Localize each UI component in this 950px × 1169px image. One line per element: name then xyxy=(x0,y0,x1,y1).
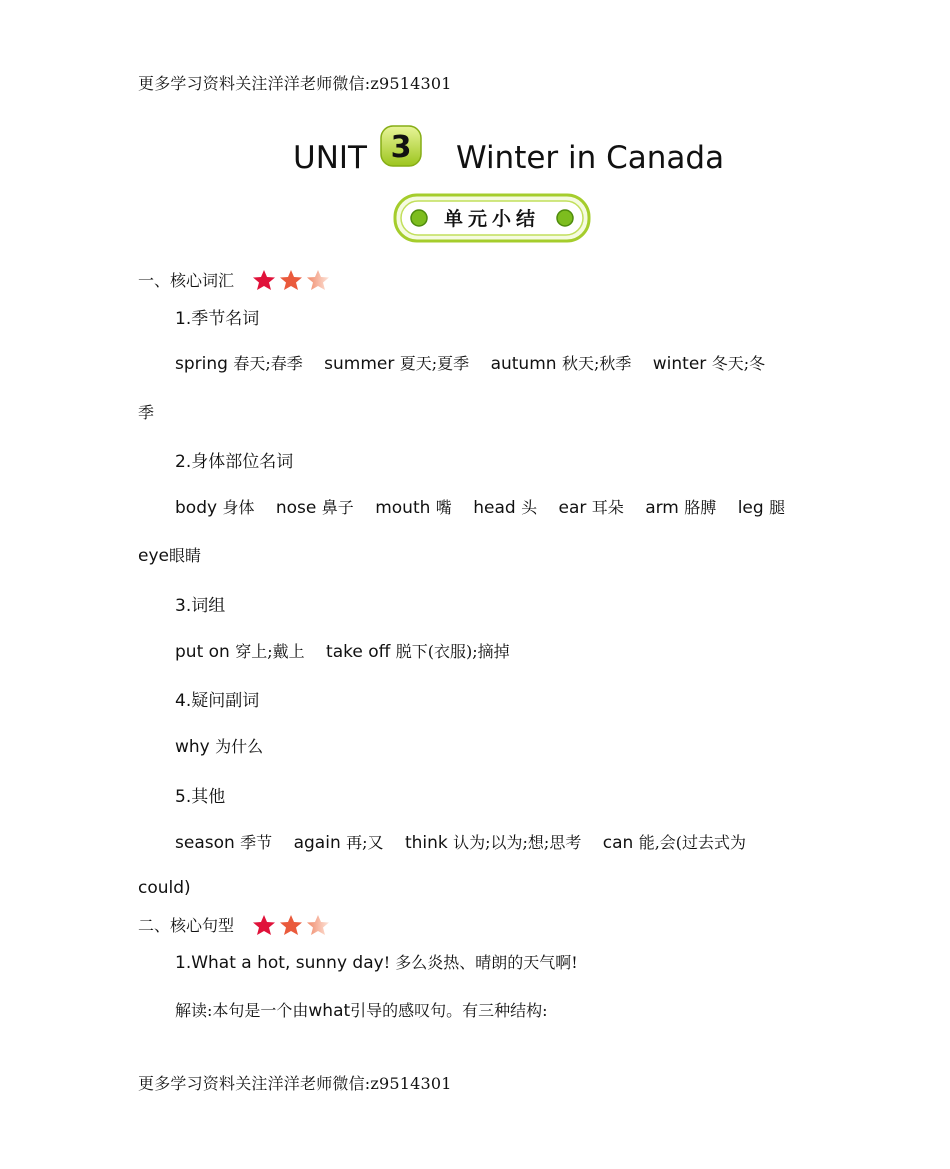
vocab-en: mouth xyxy=(375,498,431,518)
sentence-line xyxy=(175,950,578,973)
unit-number: 3 xyxy=(390,130,412,165)
group-heading: 2.身体部位名词 xyxy=(175,452,294,472)
vocab-en: head xyxy=(473,498,516,518)
section-title: 二、核心句型 xyxy=(138,916,235,935)
vocab-en: again xyxy=(293,833,341,853)
sentence-en: 1.What a hot, sunny day xyxy=(175,953,384,973)
vocab-line xyxy=(175,734,263,757)
explanation-line: 解读:本句是一个由what引导的感叹句。有三种结构: xyxy=(175,1001,548,1021)
star-full-icon xyxy=(252,269,276,291)
vocab-en: arm xyxy=(645,498,679,518)
section-core-sentences xyxy=(138,913,330,936)
vocab-zh: 能,会(过去式为 xyxy=(638,833,747,852)
vocab-line xyxy=(175,830,746,853)
sentence-zh: ! 多么炎热、晴朗的天气啊! xyxy=(383,953,578,972)
vocab-en: spring xyxy=(175,354,228,374)
vocab-zh: 耳朵 xyxy=(591,498,624,517)
rating-stars xyxy=(252,914,330,936)
vocab-zh: 鼻子 xyxy=(321,498,354,517)
vocab-en: autumn xyxy=(490,354,557,374)
section-title: 一、核心词汇 xyxy=(138,271,235,290)
vocab-zh: 夏天;夏季 xyxy=(399,354,470,373)
unit-prefix: UNIT xyxy=(293,140,367,176)
vocab-zh: 冬天;冬 xyxy=(711,354,766,373)
group-heading: 4.疑问副词 xyxy=(175,691,260,711)
vocab-zh: 穿上;戴上 xyxy=(235,642,305,661)
vocab-continuation: 季 xyxy=(138,403,155,422)
vocab-en: think xyxy=(404,833,448,853)
group-heading: 1.季节名词 xyxy=(175,309,260,329)
vocab-zh: 季节 xyxy=(240,833,273,852)
vocab-en: put on xyxy=(175,642,230,662)
vocab-en: can xyxy=(602,833,634,853)
vocab-zh: 春天;春季 xyxy=(233,354,303,373)
summary-label: 单元小结 xyxy=(443,208,541,230)
vocab-zh: 认为;以为;想;思考 xyxy=(453,833,582,852)
vocab-zh: 为什么 xyxy=(215,737,264,756)
vocab-line xyxy=(175,639,510,662)
star-full-icon xyxy=(279,269,303,291)
unit-title xyxy=(293,130,725,180)
vocab-zh: 头 xyxy=(521,498,538,517)
group-heading: 3.词组 xyxy=(175,596,226,616)
unit-name: Winter in Canada xyxy=(455,140,725,176)
vocab-line xyxy=(175,351,765,374)
vocab-en: season xyxy=(175,833,235,853)
vocab-continuation: could) xyxy=(138,878,191,898)
vocab-en: why xyxy=(175,737,210,757)
vocab-zh: 嘴 xyxy=(435,498,452,517)
vocab-en: take off xyxy=(326,642,391,662)
star-full-icon xyxy=(252,914,276,936)
vocab-en: leg xyxy=(737,498,764,518)
vocab-en: body xyxy=(175,498,218,518)
rating-stars xyxy=(252,269,330,291)
vocab-zh: 胳膊 xyxy=(684,498,717,517)
header-note: 更多学习资料关注洋洋老师微信:z9514301 xyxy=(138,74,452,93)
vocab-en: ear xyxy=(558,498,587,518)
vocab-en: nose xyxy=(275,498,317,518)
footer-note: 更多学习资料关注洋洋老师微信:z9514301 xyxy=(138,1074,452,1093)
vocab-zh: 身体 xyxy=(222,498,255,517)
vocab-zh: 腿 xyxy=(769,498,786,517)
section-core-vocabulary xyxy=(138,268,330,291)
star-half-icon xyxy=(306,269,330,291)
vocab-en: winter xyxy=(652,354,707,374)
unit-number-badge xyxy=(379,124,423,168)
group-heading: 5.其他 xyxy=(175,787,226,807)
vocab-continuation: eye眼睛 xyxy=(138,546,201,566)
star-full-icon xyxy=(279,914,303,936)
summary-banner xyxy=(393,193,591,243)
vocab-line xyxy=(175,495,785,518)
vocab-zh: 脱下(衣服);摘掉 xyxy=(395,642,510,661)
star-half-icon xyxy=(306,914,330,936)
vocab-en: summer xyxy=(324,354,395,374)
vocab-zh: 再;又 xyxy=(346,833,384,852)
vocab-zh: 秋天;秋季 xyxy=(561,354,632,373)
